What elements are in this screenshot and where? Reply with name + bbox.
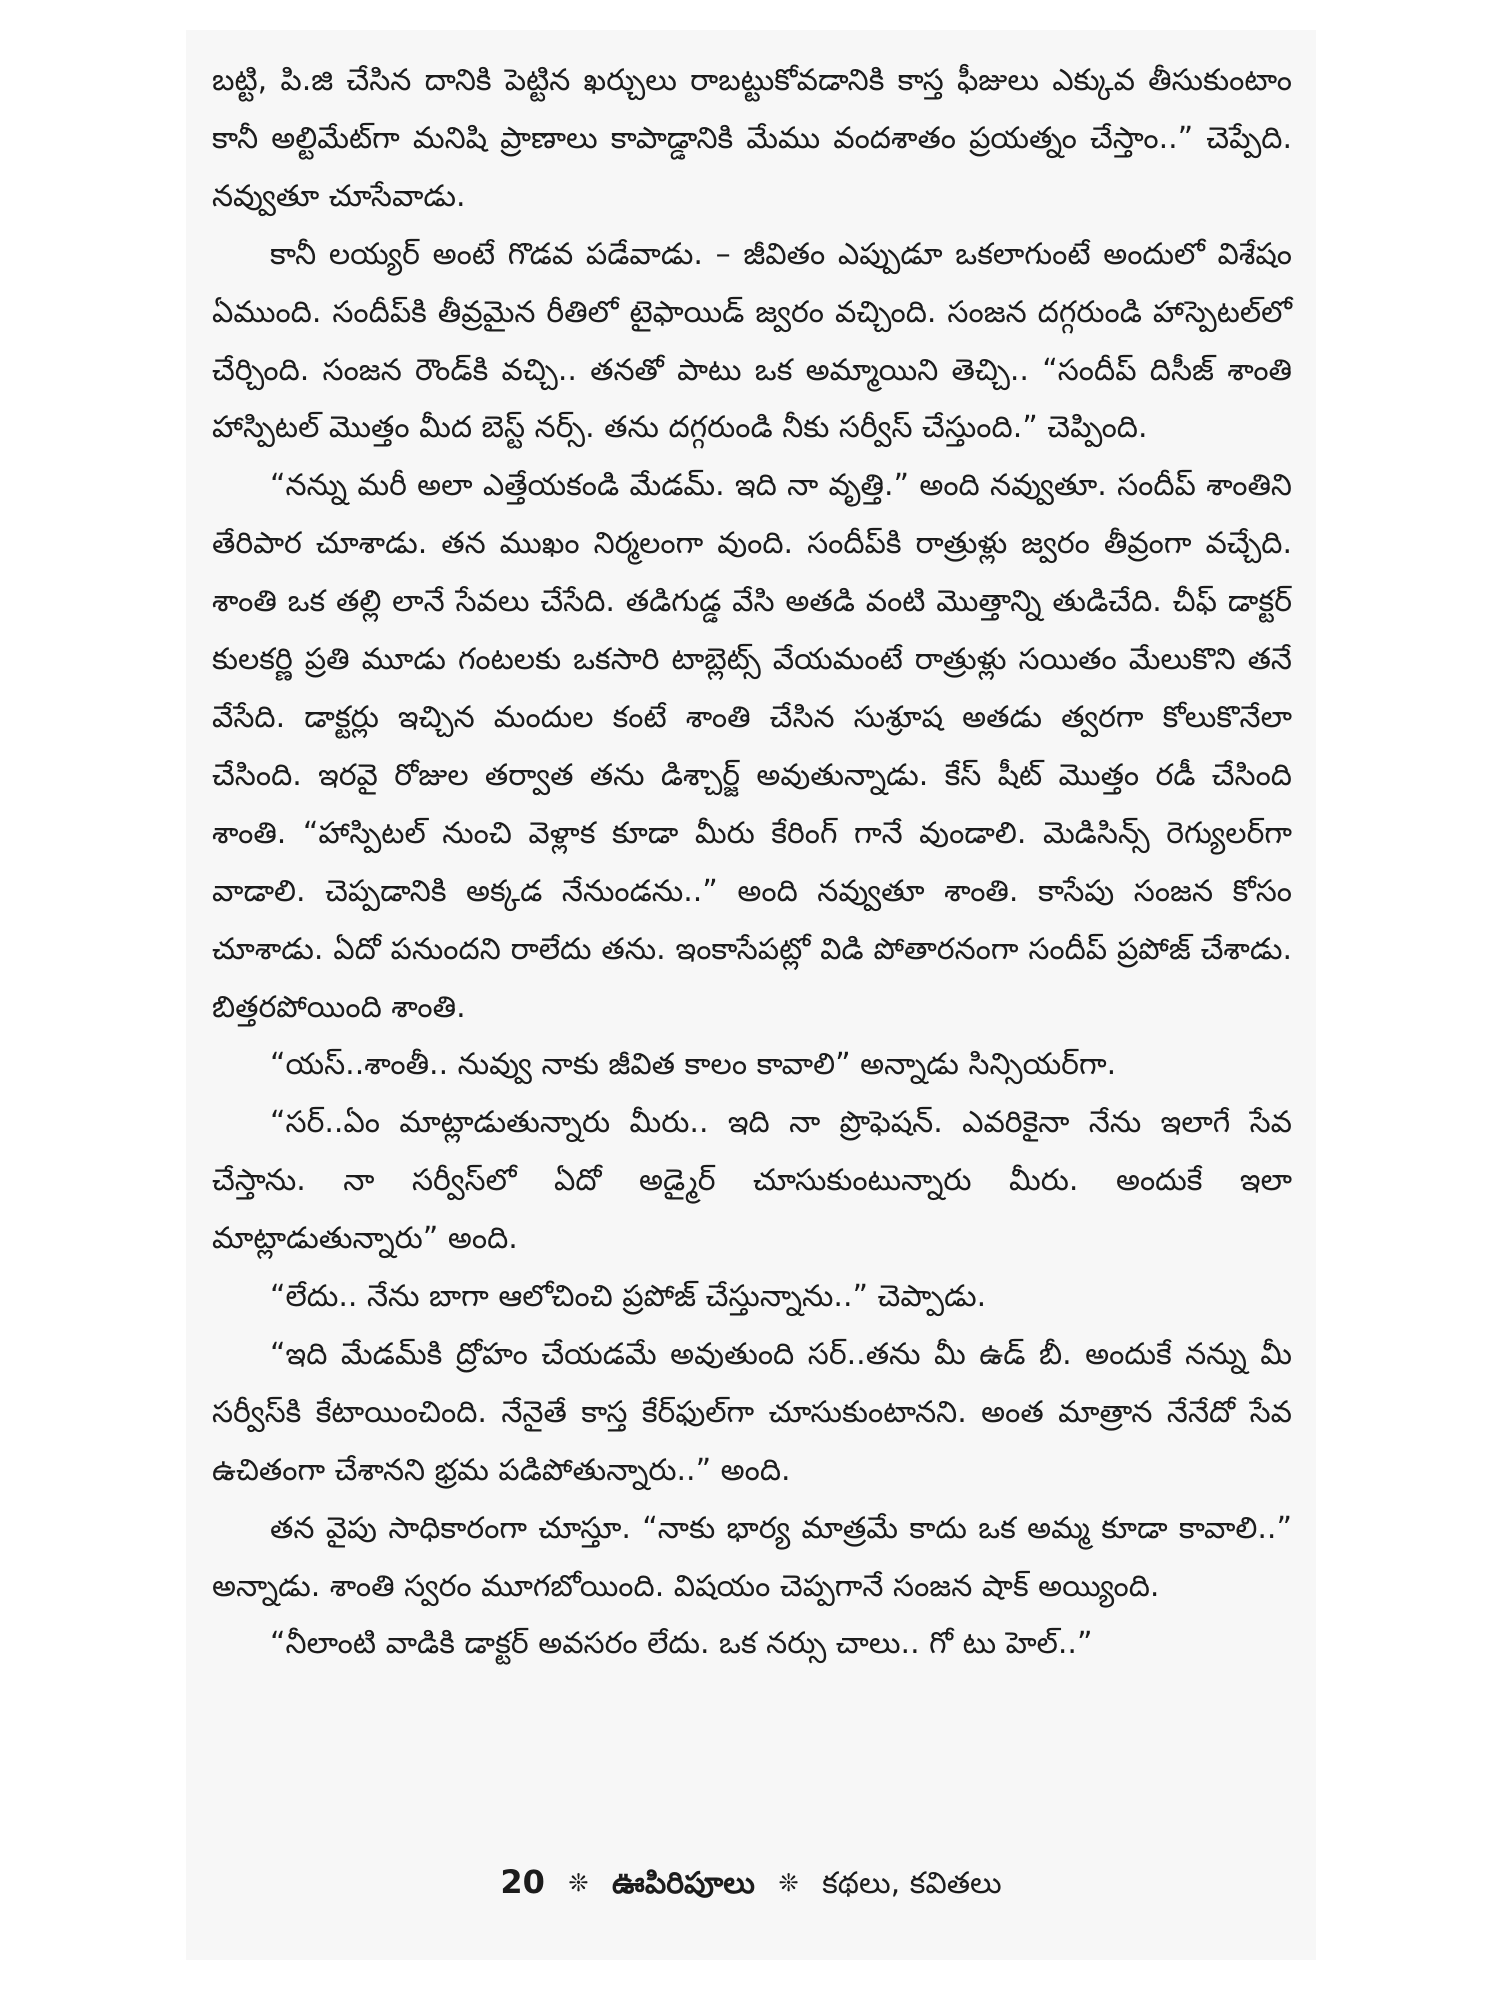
paragraph-8: తన వైపు సాధికారంగా చూస్తూ. “నాకు భార్య మాత్రమే కాదు ఒక అమ్మ కూడా కావాలి..” అన్నాడు. శాంతి స్వరం మూగబోయింది. విషయం చెప్పగానే సంజన షాక్ అయ్యింది.	[212, 1510, 1292, 1604]
page-number: 20	[500, 1863, 545, 1901]
body-text	[212, 52, 1292, 1673]
paragraph-1: బట్టి, పి.జి చేసిన దానికి పెట్టిన ఖర్చులు రాబట్టుకోవడానికి కాస్త ఫీజులు ఎక్కువ తీసుకుంటాం కానీ అల్టిమేట్‌గా మనిషి ప్రాణాలు కాపాడ్డానికి మేము వందశాతం ప్రయత్నం చేస్తాం..” చెప్పేది. నవ్వుతూ చూసేవాడు.	[212, 63, 1292, 214]
paragraph-7: “ఇది మేడమ్‌కి ద్రోహం చేయడమే అవుతుంది సర్..తను మీ ఉడ్ బీ. అందుకే నన్ను మీ సర్వీస్‌కి కేటాయించింది. నేనైతే కాస్త కేర్‌ఫుల్‌గా చూసుకుంటానని. అంత మాత్రాన నేనేదో సేవ ఉచితంగా చేశానని భ్రమ పడిపోతున్నారు..” అంది.	[212, 1336, 1292, 1488]
paragraph-4: “యస్..శాంతీ.. నువ్వు నాకు జీవిత కాలం కావాలి” అన్నాడు సిన్సియర్‌గా.	[270, 1047, 1117, 1083]
paragraph-3: “నన్ను మరీ అలా ఎత్తేయకండి మేడమ్. ఇది నా వృత్తి.” అంది నవ్వుతూ. సందీప్ శాంతిని తేరిపార చూశాడు. తన ముఖం నిర్మలంగా వుంది. సందీప్‌కి రాత్రుళ్లు జ్వరం తీవ్రంగా వచ్చేది. శాంతి ఒక తల్లి లానే సేవలు చేసేది. తడిగుడ్డ వేసి అతడి వంటి మొత్తాన్ని తుడిచేది. చీఫ్ డాక్టర్ కులకర్ణి ప్రతి మూడు గంటలకు ఒకసారి టాబ్లెట్స్ వేయమంటే రాత్రుళ్లు సయితం మేలుకొని తనే వేసేది. డాక్టర్లు ఇచ్చిన మందుల కంటే శాంతి చేసిన సుశ్రూష అతడు త్వరగా కోలుకొనేలా చేసింది. ఇరవై రోజుల తర్వాత తను డిశ్చార్జ్ అవుతున్నాడు. కేస్ షీట్ మొత్తం రడీ చేసింది శాంతి. “హాస్పిటల్ నుంచి వెళ్లాక కూడా మీరు కేరింగ్ గానే వుండాలి. మెడిసిన్స్ రెగ్యులర్‌గా వాడాలి. చెప్పడానికి అక్కడ నేనుండను..” అంది నవ్వుతూ శాంతి. కాసేపు సంజన కోసం చూశాడు. ఏదో పనుందని రాలేదు తను. ఇంకాసేపట్లో విడి పోతారనంగా సందీప్ ప్రపోజ్ చేశాడు. బిత్తరపోయింది శాంతి.	[212, 468, 1292, 1025]
paragraph-9: “నీలాంటి వాడికి డాక్టర్ అవసరం లేదు. ఒక నర్సు చాలు.. గో టు హెల్..”	[270, 1626, 1093, 1662]
flower-separator-icon: ❊	[778, 1869, 799, 1897]
flower-separator-icon: ❊	[568, 1869, 589, 1897]
paragraph-5: “సర్..ఏం మాట్లాడుతున్నారు మీరు.. ఇది నా ప్రొఫెషన్. ఎవరికైనా నేను ఇలాగే సేవ చేస్తాను. నా సర్వీస్‌లో ఏదో అడ్మైర్ చూసుకుంటున్నారు మీరు. అందుకే ఇలా మాట్లాడుతున్నారు” అంది.	[212, 1105, 1292, 1257]
paragraph-6: “లేదు.. నేను బాగా ఆలోచించి ప్రపోజ్ చేస్తున్నాను..” చెప్పాడు.	[270, 1279, 987, 1315]
book-page	[186, 30, 1316, 1960]
book-subtitle: కథలు, కవితలు	[822, 1866, 1002, 1901]
book-title: ఊపిరిపూలు	[612, 1866, 755, 1901]
paragraph-2: కానీ లయ్యర్ అంటే గొడవ పడేవాడు. – జీవితం ఎప్పుడూ ఒకలాగుంటే అందులో విశేషం ఏముంది. సందీప్‌కి తీవ్రమైన రీతిలో టైఫాయిడ్ జ్వరం వచ్చింది. సంజన దగ్గరుండి హాస్పెటల్‌లో చేర్చింది. సంజన రౌండ్‌కి వచ్చి.. తనతో పాటు ఒక అమ్మాయిని తెచ్చి.. “సందీప్ దిసీజ్ శాంతి హాస్పిటల్ మొత్తం మీద బెస్ట్ నర్స్. తను దగ్గరుండి నీకు సర్వీస్ చేస్తుంది.” చెప్పింది.	[212, 236, 1292, 446]
page-footer	[186, 1862, 1316, 1904]
